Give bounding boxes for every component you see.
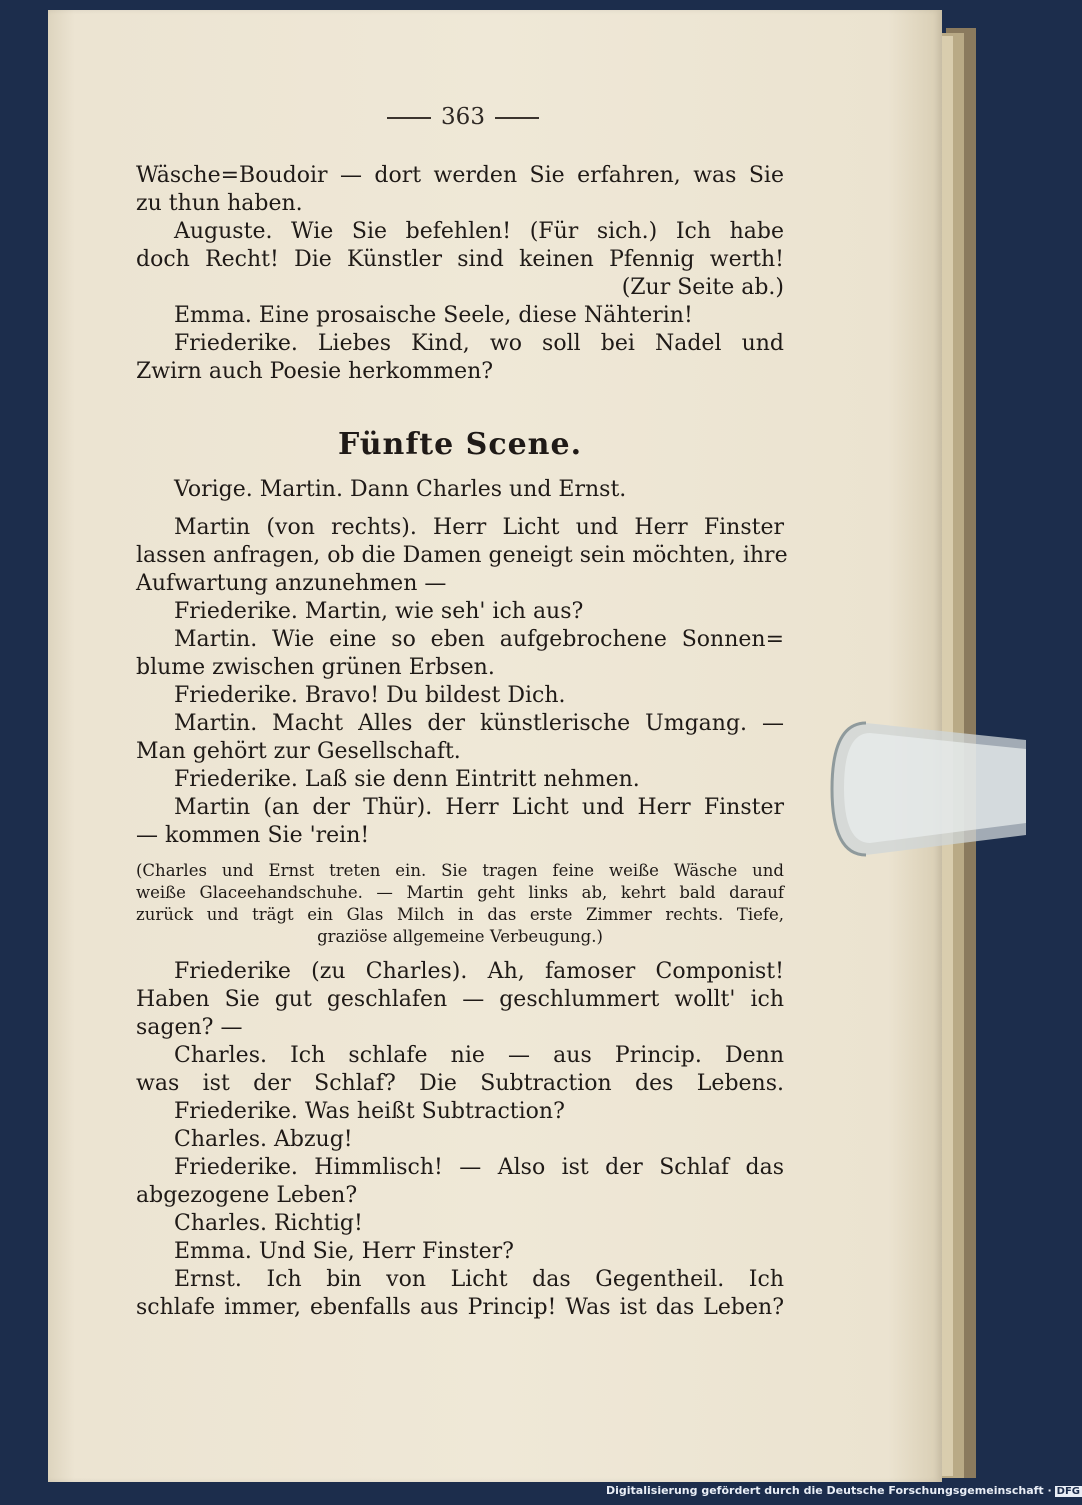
text-line: blume zwischen grünen Erbsen.: [136, 655, 495, 680]
ornament-left: [387, 117, 431, 119]
text-line: Emma. Eine prosaische Seele, diese Nähterin!: [174, 303, 693, 328]
text-line: Ernst. Ich bin von Licht das Gegentheil. Ich: [174, 1267, 784, 1292]
text-line: was ist der Schlaf? Die Subtraction des Lebens.: [136, 1071, 784, 1096]
digitization-credit: [606, 1484, 1082, 1497]
text-line: Emma. Und Sie, Herr Finster?: [174, 1239, 514, 1264]
text-line: sagen? —: [136, 1015, 243, 1040]
dfg-logo: DFG: [1056, 1485, 1081, 1497]
text-line: Zwirn auch Poesie herkommen?: [136, 359, 494, 384]
text-line: zu thun haben.: [136, 191, 303, 216]
scene-cast: Vorige. Martin. Dann Charles und Ernst.: [174, 477, 627, 502]
text-line: Friederike. Laß sie denn Eintritt nehmen.: [174, 767, 640, 792]
page-text: [136, 162, 788, 1322]
text-line: Haben Sie gut geschlafen — geschlummert wollt' ich: [136, 987, 784, 1012]
stage-direction-line: weiße Glaceehandschuhe. — Martin geht links ab, kehrt bald darauf: [136, 883, 784, 902]
text-line: Friederike. Bravo! Du bildest Dich.: [174, 683, 566, 708]
ornament-right: [495, 117, 539, 119]
text-line: Martin (an der Thür). Herr Licht und Herr Finster: [174, 795, 784, 820]
text-line: Charles. Richtig!: [174, 1211, 363, 1236]
text-line: Charles. Ich schlafe nie — aus Princip. Denn: [174, 1043, 784, 1068]
text-line: Martin (von rechts). Herr Licht und Herr Finster: [174, 515, 784, 540]
text-line: Friederike. Was heißt Subtraction?: [174, 1099, 565, 1124]
text-line: (Zur Seite ab.): [621, 275, 784, 300]
stage-direction-line: graziöse allgemeine Verbeugung.): [317, 927, 603, 946]
text-line: Friederike. Himmlisch! — Also ist der Schlaf das: [174, 1155, 784, 1180]
text-line: Aufwartung anzunehmen —: [136, 571, 447, 596]
footer-text: Digitalisierung gefördert durch die Deutsche Forschungsgemeinschaft ·: [606, 1484, 1052, 1497]
text-line: Auguste. Wie Sie befehlen! (Für sich.) Ich habe: [174, 219, 784, 244]
text-line: lassen anfragen, ob die Damen geneigt sein möchten, ihre: [136, 543, 788, 568]
text-line: — kommen Sie 'rein!: [136, 823, 370, 848]
stage-direction-line: (Charles und Ernst treten ein. Sie tragen feine weiße Wäsche und: [136, 861, 784, 880]
text-line: abgezogene Leben?: [136, 1183, 358, 1208]
page-clip: [826, 715, 1026, 865]
text-line: Martin. Macht Alles der künstlerische Umgang. —: [174, 711, 784, 736]
text-line: Man gehört zur Gesellschaft.: [136, 739, 461, 764]
text-line: Charles. Abzug!: [174, 1127, 353, 1152]
scene-heading: Fünfte Scene.: [337, 427, 583, 462]
text-line: Martin. Wie eine so eben aufgebrochene Sonnen=: [174, 627, 784, 652]
page-header: [372, 104, 554, 130]
text-line: Friederike. Martin, wie seh' ich aus?: [174, 599, 584, 624]
stage-direction-line: zurück und trägt ein Glas Milch in das erste Zimmer rechts. Tiefe,: [136, 905, 784, 924]
text-line: Friederike (zu Charles). Ah, famoser Componist!: [174, 959, 784, 984]
text-line: Friederike. Liebes Kind, wo soll bei Nadel und: [174, 331, 784, 356]
text-line: schlafe immer, ebenfalls aus Princip! Was ist das Leben?: [136, 1295, 784, 1320]
text-line: doch Recht! Die Künstler sind keinen Pfennig werth!: [136, 247, 784, 272]
page-number: 363: [441, 104, 485, 130]
text-line: Wäsche=Boudoir — dort werden Sie erfahren, was Sie: [136, 163, 784, 188]
